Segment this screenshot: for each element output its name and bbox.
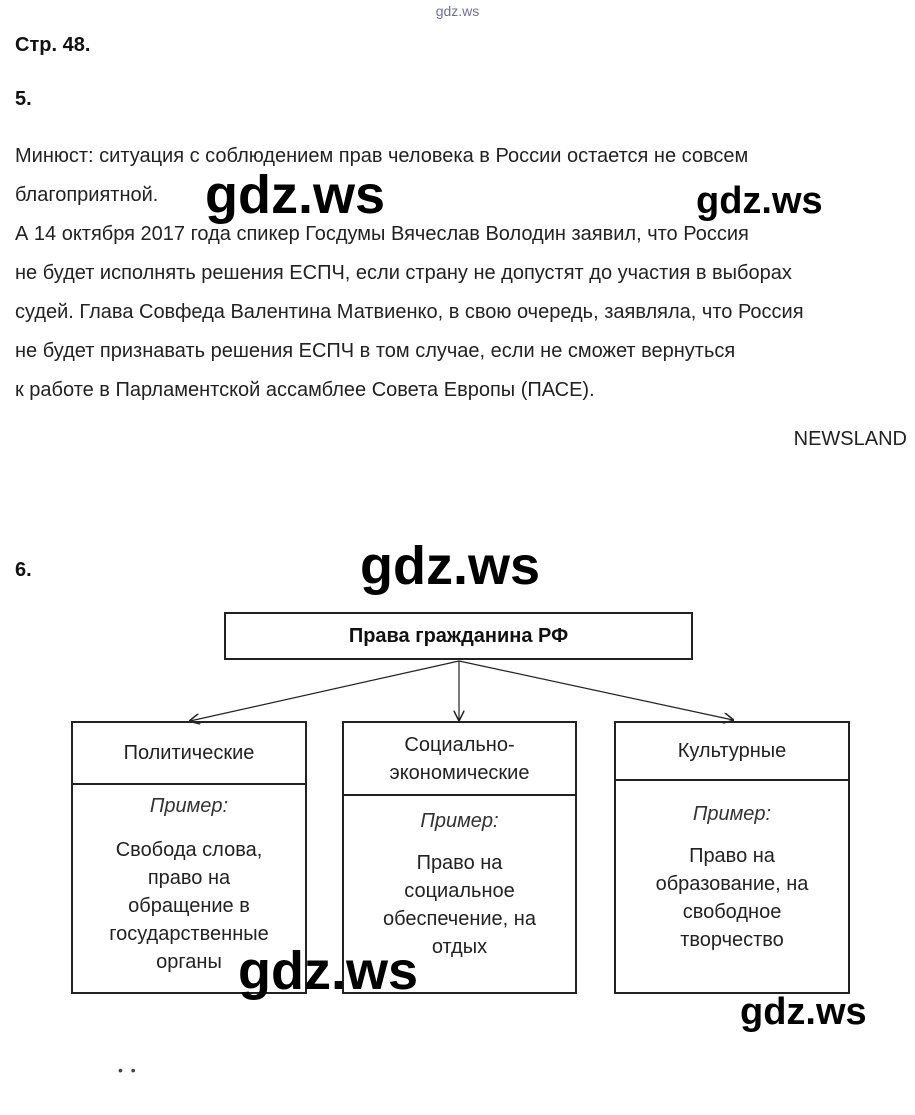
- watermark: gdz.ws: [238, 941, 419, 1001]
- arrow-to-cultural: [459, 661, 733, 720]
- example-text: Право на социальное обеспечение, на отдых: [383, 852, 536, 958]
- watermark: gdz.ws: [205, 165, 386, 225]
- example-text: Свобода слова, право на обращение в государственные органы: [109, 839, 269, 973]
- example-label: Пример:: [420, 810, 499, 832]
- arrow-to-political: [190, 661, 459, 721]
- column-title: Политические: [73, 723, 305, 785]
- column-title: Культурные: [616, 723, 848, 781]
- paragraph-line: Минюст: ситуация с соблюдением прав человека в России остается не совсем: [15, 145, 749, 167]
- source-label: NEWSLAND: [793, 428, 907, 450]
- cut-off-fragment: • •: [118, 1062, 138, 1078]
- column-title: Социально- экономические: [344, 723, 575, 796]
- example-label: Пример:: [149, 795, 229, 817]
- task-5-number: 5.: [15, 88, 32, 110]
- example-label: Пример:: [692, 803, 772, 825]
- paragraph-line: судей. Глава Совфеда Валентина Матвиенко, в свою очередь, заявляла, что Россия: [15, 301, 804, 323]
- watermark: gdz.ws: [696, 180, 823, 222]
- watermark: gdz.ws: [740, 991, 867, 1033]
- paragraph-line: благоприятной.: [15, 184, 159, 206]
- watermark: gdz.ws: [360, 536, 541, 596]
- top-watermark: gdz.ws: [435, 3, 480, 19]
- paragraph-line: не будет исполнять решения ЕСПЧ, если страну не допустят до участия в выборах: [15, 262, 792, 284]
- rights-root-box: Права гражданина РФ: [224, 612, 693, 660]
- paragraph-line: А 14 октября 2017 года спикер Госдумы Вячеслав Володин заявил, что Россия: [15, 223, 749, 245]
- paragraph-line: не будет признавать решения ЕСПЧ в том случае, если не сможет вернуться: [15, 340, 736, 362]
- column-cultural: [614, 721, 850, 994]
- page-reference: Стр. 48.: [15, 34, 91, 56]
- task-6-number: 6.: [15, 559, 32, 581]
- paragraph-line: к работе в Парламентской ассамблее Совета Европы (ПАСЕ).: [15, 379, 595, 401]
- example-text: Право на образование, на свободное творчество: [655, 845, 809, 951]
